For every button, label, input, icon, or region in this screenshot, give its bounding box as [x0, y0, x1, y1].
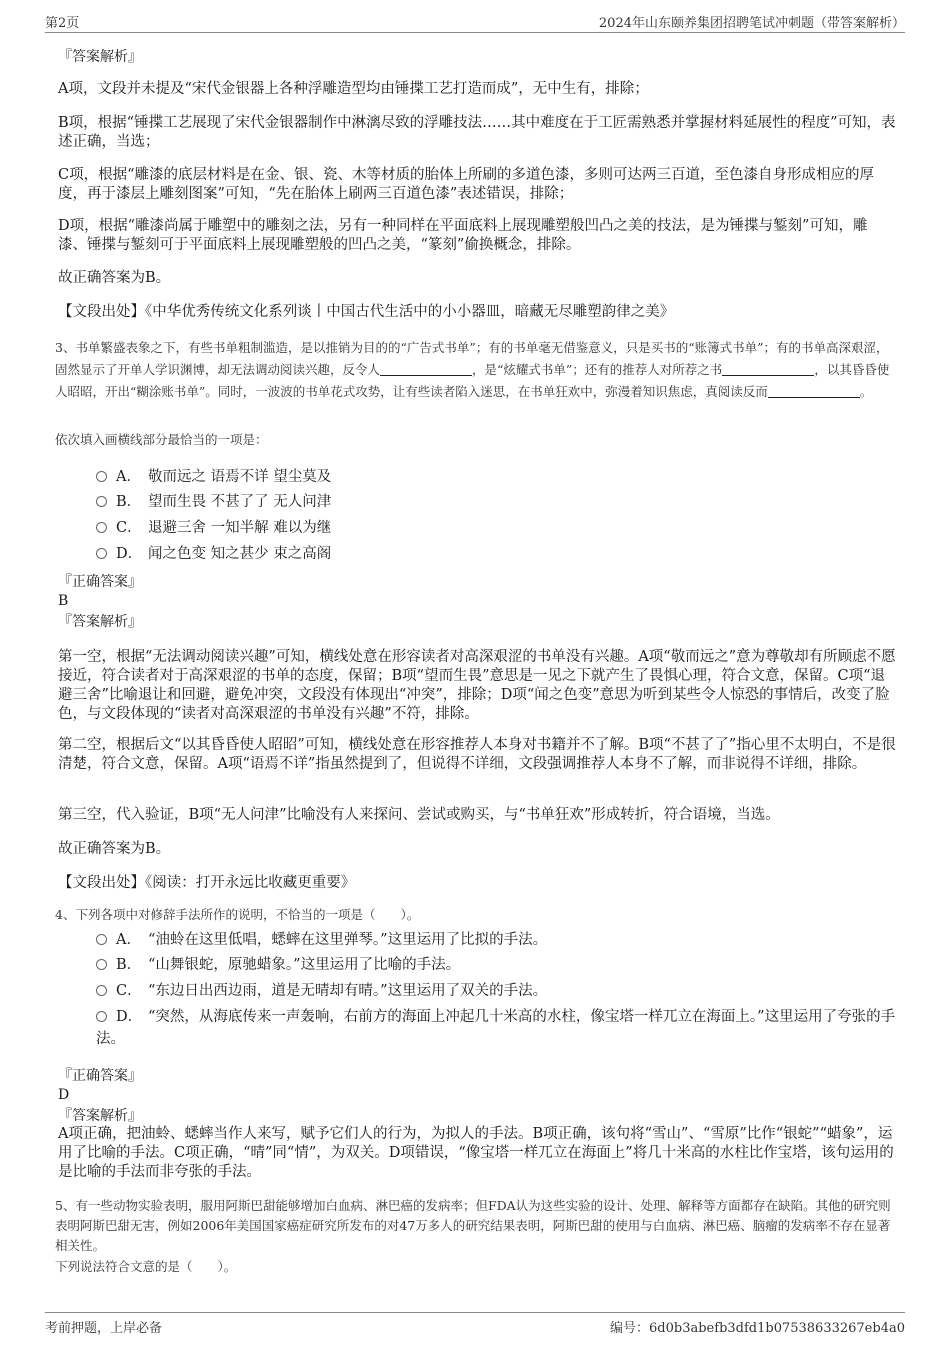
- q3-source: [58, 874, 896, 893]
- q4-correct-answer: D: [58, 1087, 70, 1103]
- q4-correct-label: 『正确答案』: [58, 1068, 142, 1084]
- radio-icon[interactable]: [96, 496, 107, 507]
- radio-icon[interactable]: [96, 471, 107, 482]
- q4-option-b[interactable]: [96, 954, 896, 976]
- q3-analysis-p1: 第一空，根据“无法调动阅读兴趣”可知，横线处意在形容读者对高深艰涩的书单没有兴趣。A项“敬而远之”意为尊敬却有所顾虑不愿接近，符合读者对于高深艰涩的书单的态度，保留；B项“望而生畏”意思是一见之下就产生了畏惧心理，符合文意，保留。C项“退避三舍”比喻退让和回避，避免冲突，文段没有体现出“冲突”，排除；D项“闻之色变”意思为听到某些令人惊恐的事情后，改变了脸色，与文段体现的“读者对高深艰涩的书单没有兴趣”不符，排除。: [58, 649, 896, 722]
- q3-stem-part1: 3、书单繁盛表象之下，有些书单粗制滥造，是以推销为目的的“广告式书单”；有的书单毫无借鉴意义，只是买书的“账簿式书单”；有的书单高深艰涩，固然显示了开单人学识渊博，却无法调动阅读兴趣，反令人: [55, 340, 889, 377]
- option-text: “东边日出西边雨，道是无晴却有晴。”这里运用了双关的手法。: [148, 983, 548, 999]
- q2-analysis-a: A项，文段并未提及“宋代金银器上各种浮雕造型均由锤揲工艺打造而成”，无中生有，排除；: [58, 81, 649, 97]
- option-letter: A．: [116, 932, 141, 948]
- footer-slogan: 考前押题，上岸必备: [45, 1321, 163, 1336]
- q3-analysis-p2: 第二空，根据后文“以其昏昏使人昭昭”可知，横线处意在形容推荐人本身对书籍并不了解。B项“不甚了了”指心里不太明白，不是很清楚，符合文意，保留。A项“语焉不详”指虽然提到了，但说得不详细，文段强调推荐人本身不了解，而非说得不详细，排除。: [58, 737, 896, 772]
- q3-option-b[interactable]: [96, 491, 896, 513]
- q3-source-text: 《阅读：打开永远比收藏更重要》: [145, 875, 356, 891]
- q3-stem-part4: 。: [859, 384, 873, 399]
- radio-icon[interactable]: [96, 959, 107, 970]
- q3-option-c[interactable]: [96, 517, 896, 539]
- q3-blank-1: [380, 362, 472, 376]
- radio-icon[interactable]: [96, 985, 107, 996]
- option-text: “突然，从海底传来一声轰响，右前方的海面上冲起几十米高的水柱，像宝塔一样兀立在海面上。”这里运用了夸张的手法。: [96, 1009, 896, 1047]
- q2-source-text: 《中华优秀传统文化系列谈丨中国古代生活中的小小器皿，暗藏无尽雕塑韵律之美》: [145, 304, 675, 320]
- option-letter: B．: [116, 957, 142, 973]
- page-footer: [45, 1312, 905, 1335]
- option-text: 望而生畏 不甚了了 无人问津: [148, 494, 332, 510]
- option-text: “山舞银蛇，原驰蜡象。”这里运用了比喻的手法。: [148, 957, 461, 973]
- q3-option-a[interactable]: [96, 466, 896, 488]
- q2-analysis-c: C项，根据“雕漆的底层材料是在金、银、瓷、木等材质的胎体上所刷的多道色漆，多则可达两三百道，至色漆自身形成相应的厚度，再于漆层上雕刻图案”可知，“先在胎体上刷两三百道色漆”表述错误，排除；: [58, 167, 875, 202]
- q2-source: [58, 303, 896, 322]
- q2-analysis-label: 『答案解析』: [58, 49, 142, 65]
- q5-question: 下列说法符合文意的是（ ）。: [55, 1259, 237, 1274]
- option-text: 退避三舍 一知半解 难以为继: [148, 520, 332, 536]
- radio-icon[interactable]: [96, 1011, 107, 1022]
- q4-option-a[interactable]: [96, 929, 896, 951]
- q3-analysis-p3: 第三空，代入验证，B项“无人问津”比喻没有人来探问、尝试或购买，与“书单狂欢”形成转折，符合语境，当选。: [58, 807, 780, 823]
- footer-doc-id: 编号：6d0b3abefb3dfd1b07538633267eb4a0: [610, 1321, 905, 1336]
- option-letter: C．: [116, 983, 142, 999]
- q3-analysis-label: 『答案解析』: [58, 614, 142, 630]
- q3-correct-answer: B: [58, 593, 69, 609]
- q5-stem: 5、有一些动物实验表明，服用阿斯巴甜能够增加白血病、淋巴癌的发病率；但FDA认为这些实验的设计、处理、解释等方面都存在缺陷。其他的研究则表明阿斯巴甜无害，例如2006年美国国家癌症研究所发布的对47万多人的研究结果表明，阿斯巴甜的使用与白血病、淋巴癌、脑瘤的发病率不存在显著相关性。: [55, 1198, 891, 1253]
- option-letter: C．: [116, 520, 142, 536]
- option-letter: B．: [116, 494, 142, 510]
- q2-conclusion: 故正确答案为B。: [58, 270, 171, 286]
- q3-stem-part2: ，是“炫耀式书单”；还有的推荐人对所荐之书: [472, 362, 723, 377]
- q3-option-d[interactable]: [96, 543, 896, 565]
- option-letter: D．: [116, 1009, 143, 1025]
- q4-stem: 4、下列各项中对修辞手法所作的说明，不恰当的一项是（ ）。: [55, 907, 420, 922]
- q3-blank-3: [768, 384, 860, 398]
- option-letter: A．: [116, 469, 141, 485]
- q3-correct-label: 『正确答案』: [58, 574, 142, 590]
- q3-conclusion: 故正确答案为B。: [58, 841, 171, 857]
- q3-stem-part3: ，以其昏昏使人昭昭，开出“糊涂账书单”。同时，一波波的书单花式攻势，让有些读者陷入迷思，在书单狂欢中，弥漫着知识焦虑，真阅读反而: [55, 362, 890, 399]
- page-header: [45, 12, 905, 33]
- page-number: 第2页: [45, 16, 80, 31]
- q2-source-label: 【文段出处】: [58, 304, 145, 320]
- radio-icon[interactable]: [96, 934, 107, 945]
- q3-stem: [55, 337, 897, 403]
- option-text: 敬而远之 语焉不详 望尘莫及: [148, 469, 332, 485]
- q3-instruction: 依次填入画横线部分最恰当的一项是：: [55, 432, 268, 447]
- q3-blank-2: [722, 362, 814, 376]
- document-title: 2024年山东颐养集团招聘笔试冲刺题（带答案解析）: [598, 16, 905, 31]
- radio-icon[interactable]: [96, 522, 107, 533]
- q4-option-c[interactable]: [96, 980, 896, 1002]
- q4-option-d[interactable]: [96, 1006, 896, 1050]
- option-letter: D．: [116, 546, 143, 562]
- q3-source-label: 【文段出处】: [58, 875, 145, 891]
- q4-analysis: A项正确，把油蛉、蟋蟀当作人来写，赋予它们人的行为，为拟人的手法。B项正确，该句将“雪山”、“雪原”比作“银蛇”“蜡象”，运用了比喻的手法。C项正确，“晴”同“情”，为双关。D项错误，“像宝塔一样兀立在海面上”将几十米高的水柱比作宝塔，该句运用的是比喻的手法而非夸张的手法。: [58, 1126, 894, 1180]
- option-text: “油蛉在这里低唱，蟋蟀在这里弹琴。”这里运用了比拟的手法。: [148, 932, 548, 948]
- option-text: 闻之色变 知之甚少 束之高阁: [148, 546, 332, 562]
- q2-analysis-b: B项，根据“锤揲工艺展现了宋代金银器制作中淋漓尽致的浮雕技法……其中难度在于工匠需熟悉并掌握材料延展性的程度”可知，表述正确，当选；: [58, 115, 896, 150]
- q4-analysis-label: 『答案解析』: [58, 1108, 142, 1124]
- radio-icon[interactable]: [96, 548, 107, 559]
- q2-analysis-d: D项，根据“雕漆尚属于雕塑中的雕刻之法，另有一种同样在平面底料上展现雕塑般凹凸之美的技法，是为锤揲与錾刻”可知，雕漆、锤揲与錾刻可于平面底料上展现雕塑般的凹凸之美，“篆刻”偷换概念，排除。: [58, 218, 868, 253]
